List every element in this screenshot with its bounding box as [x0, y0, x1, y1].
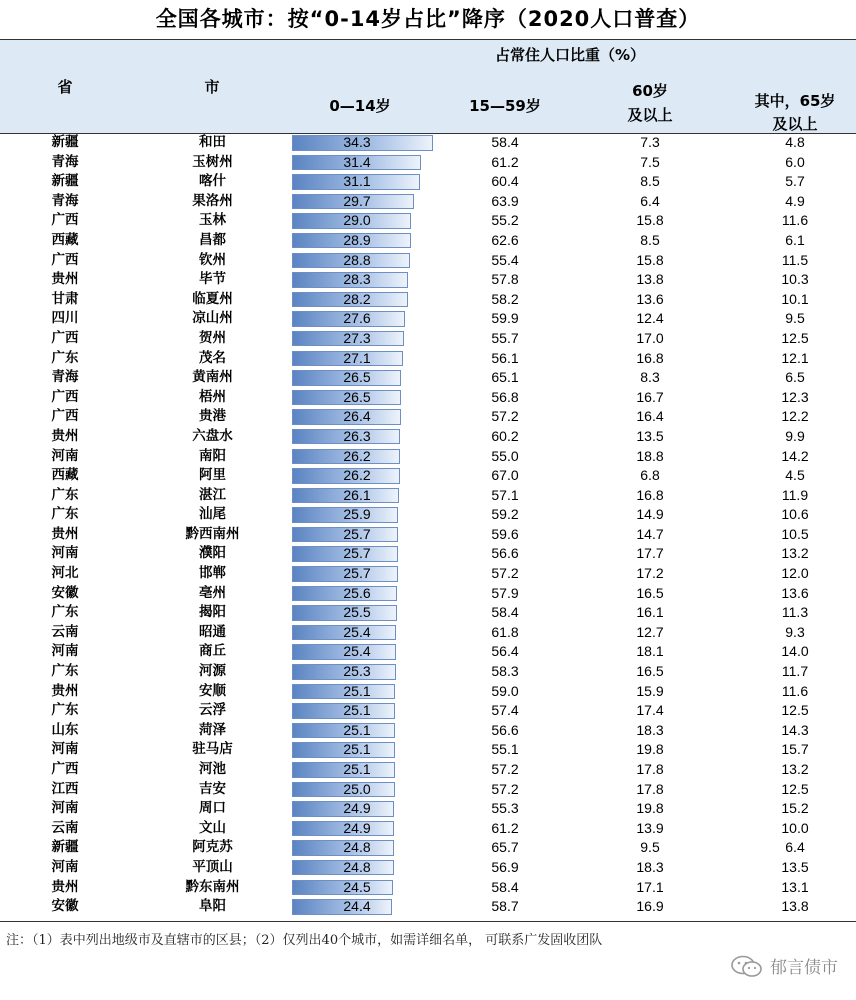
age-60-plus-value: 18.3 [636, 721, 664, 738]
age-0-14-value: 25.1 [343, 721, 371, 738]
province-cell: 贵州 [51, 878, 79, 895]
age-15-59-value: 62.6 [491, 231, 519, 248]
age-65-plus-value: 10.0 [781, 819, 809, 836]
age-65-plus-value: 13.2 [781, 545, 809, 562]
province-cell: 新疆 [51, 173, 79, 190]
table-row [0, 486, 856, 506]
age-60-plus-value: 15.8 [636, 251, 664, 268]
age-65-plus-value: 5.7 [785, 173, 805, 190]
table-row [0, 760, 856, 780]
age-65-plus-value: 14.2 [781, 447, 809, 464]
city-cell: 河池 [199, 761, 226, 777]
table-row [0, 153, 856, 173]
header-age-60-line1: 60岁 [632, 82, 668, 100]
city-cell: 梧州 [199, 388, 226, 405]
city-cell: 商丘 [199, 643, 226, 660]
age-60-plus-value: 9.5 [640, 839, 660, 856]
age-65-plus-value: 12.1 [781, 349, 809, 366]
province-cell: 广西 [51, 408, 79, 425]
age-0-14-value: 25.4 [343, 623, 371, 640]
province-cell: 贵州 [51, 525, 79, 542]
city-cell: 揭阳 [199, 604, 226, 621]
city-cell: 菏泽 [199, 721, 226, 738]
age-60-plus-value: 17.2 [636, 565, 664, 582]
age-60-plus-value: 6.4 [640, 192, 660, 209]
table-row [0, 682, 856, 702]
table-row [0, 505, 856, 525]
age-0-14-value: 27.6 [343, 310, 371, 327]
city-cell: 亳州 [199, 584, 226, 601]
age-65-plus-value: 4.8 [785, 134, 805, 150]
table-row [0, 721, 856, 741]
age-60-plus-value: 13.9 [636, 819, 664, 836]
province-cell: 安徽 [51, 584, 79, 601]
table-bottom-rule [0, 921, 856, 922]
age-0-14-value: 25.7 [343, 525, 371, 542]
age-65-plus-value: 12.3 [781, 388, 809, 405]
province-cell: 新疆 [51, 839, 79, 856]
age-60-plus-value: 8.5 [640, 231, 660, 248]
page-title: 全国各城市：按“0-14岁占比”降序（2020人口普查） [155, 7, 701, 31]
table-row [0, 368, 856, 388]
age-15-59-value: 56.8 [491, 388, 519, 405]
age-65-plus-value: 12.2 [781, 408, 809, 425]
age-15-59-value: 58.4 [491, 878, 519, 895]
table-row [0, 447, 856, 467]
city-cell: 吉安 [199, 780, 226, 797]
table-row [0, 427, 856, 447]
header-age-0-14: 0—14岁 [329, 97, 391, 115]
age-65-plus-value: 13.6 [781, 584, 809, 601]
age-65-plus-value: 10.6 [781, 506, 809, 523]
city-cell: 阜阳 [199, 898, 226, 915]
age-15-59-value: 59.9 [491, 310, 519, 327]
age-60-plus-value: 15.8 [636, 212, 664, 229]
age-15-59-value: 55.1 [491, 741, 519, 758]
age-0-14-value: 24.4 [343, 898, 371, 915]
watermark [730, 953, 838, 978]
age-15-59-value: 65.1 [491, 369, 519, 386]
age-65-plus-value: 13.2 [781, 761, 809, 777]
age-60-plus-value: 17.7 [636, 545, 664, 562]
province-cell: 广东 [51, 604, 79, 621]
age-15-59-value: 55.2 [491, 212, 519, 229]
age-0-14-value: 26.1 [343, 486, 371, 503]
age-0-14-value: 31.1 [343, 173, 371, 190]
age-65-plus-value: 4.9 [785, 192, 805, 209]
province-cell: 广东 [51, 702, 79, 719]
city-cell: 邯郸 [199, 565, 226, 582]
age-15-59-value: 58.7 [491, 898, 519, 915]
province-cell: 四川 [51, 310, 79, 327]
province-cell: 广西 [51, 251, 79, 268]
city-cell: 凉山州 [192, 310, 233, 327]
age-60-plus-value: 18.8 [636, 447, 664, 464]
age-65-plus-value: 11.9 [781, 486, 809, 503]
city-cell: 湛江 [199, 486, 226, 503]
city-cell: 临夏州 [192, 290, 233, 307]
province-cell: 广东 [51, 349, 79, 366]
city-cell: 六盘水 [192, 427, 233, 444]
age-0-14-value: 24.8 [343, 858, 371, 875]
city-cell: 周口 [199, 800, 226, 817]
table-row [0, 858, 856, 878]
age-60-plus-value: 14.7 [636, 525, 664, 542]
header-age-60-line2: 及以上 [627, 106, 673, 124]
table-row [0, 701, 856, 721]
age-15-59-value: 60.4 [491, 173, 519, 190]
city-cell: 黔东南州 [185, 878, 240, 895]
age-0-14-value: 25.6 [343, 584, 371, 601]
table-body [0, 133, 856, 917]
age-15-59-value: 61.2 [491, 153, 519, 170]
age-15-59-value: 63.9 [491, 192, 519, 209]
age-15-59-value: 57.9 [491, 584, 519, 601]
province-cell: 云南 [51, 623, 79, 640]
age-0-14-value: 27.3 [343, 329, 371, 346]
table-row [0, 407, 856, 427]
table-row [0, 211, 856, 231]
age-60-plus-value: 16.8 [636, 349, 664, 366]
city-cell: 阿里 [199, 467, 226, 484]
table-row [0, 564, 856, 584]
age-60-plus-value: 18.3 [636, 858, 664, 875]
age-60-plus-value: 19.8 [636, 741, 664, 758]
city-cell: 汕尾 [199, 506, 226, 523]
table-row [0, 231, 856, 251]
age-60-plus-value: 17.8 [636, 780, 664, 797]
age-60-plus-value: 13.5 [636, 427, 664, 444]
age-15-59-value: 55.3 [491, 800, 519, 817]
city-cell: 云浮 [199, 702, 226, 719]
province-cell: 江西 [51, 780, 79, 797]
age-0-14-value: 25.4 [343, 643, 371, 660]
age-65-plus-value: 10.1 [781, 290, 809, 307]
age-15-59-value: 57.2 [491, 761, 519, 777]
age-0-14-value: 28.3 [343, 271, 371, 288]
age-0-14-value: 24.8 [343, 839, 371, 856]
table-row [0, 309, 856, 329]
city-cell: 黄南州 [192, 369, 233, 386]
age-0-14-value: 25.1 [343, 702, 371, 719]
table-row [0, 349, 856, 369]
province-cell: 安徽 [51, 898, 79, 915]
city-cell: 昭通 [199, 623, 226, 640]
table-row [0, 290, 856, 310]
age-15-59-value: 61.8 [491, 623, 519, 640]
age-0-14-value: 26.4 [343, 408, 371, 425]
age-65-plus-value: 11.5 [781, 251, 809, 268]
age-60-plus-value: 18.1 [636, 643, 664, 660]
age-0-14-value: 25.7 [343, 565, 371, 582]
age-65-plus-value: 15.7 [781, 741, 809, 758]
age-65-plus-value: 11.3 [781, 604, 809, 621]
age-60-plus-value: 12.7 [636, 623, 664, 640]
city-cell: 南阳 [199, 447, 226, 464]
province-cell: 青海 [51, 192, 79, 209]
age-15-59-value: 57.2 [491, 565, 519, 582]
age-65-plus-value: 9.5 [785, 310, 805, 327]
city-cell: 昌都 [199, 231, 226, 248]
age-65-plus-value: 11.6 [781, 682, 809, 699]
age-60-plus-value: 16.5 [636, 663, 664, 680]
age-65-plus-value: 14.3 [781, 721, 809, 738]
city-cell: 玉树州 [192, 153, 233, 170]
table-row [0, 172, 856, 192]
province-cell: 广西 [51, 329, 79, 346]
city-cell: 钦州 [199, 251, 226, 268]
age-65-plus-value: 12.0 [781, 565, 809, 582]
age-65-plus-value: 12.5 [781, 702, 809, 719]
age-0-14-value: 25.9 [343, 506, 371, 523]
age-60-plus-value: 15.9 [636, 682, 664, 699]
city-cell: 和田 [199, 134, 226, 150]
age-15-59-value: 57.8 [491, 271, 519, 288]
province-cell: 云南 [51, 819, 79, 836]
age-0-14-value: 27.1 [343, 349, 371, 366]
table-row [0, 251, 856, 271]
age-60-plus-value: 16.9 [636, 898, 664, 915]
age-0-14-value: 28.9 [343, 231, 371, 248]
age-60-plus-value: 16.4 [636, 408, 664, 425]
age-0-14-value: 26.5 [343, 388, 371, 405]
age-0-14-value: 25.1 [343, 761, 371, 777]
age-0-14-value: 34.3 [343, 134, 371, 150]
watermark-text: 郁言债市 [770, 958, 838, 978]
age-15-59-value: 57.1 [491, 486, 519, 503]
province-cell: 新疆 [51, 134, 79, 150]
age-60-plus-value: 13.8 [636, 271, 664, 288]
age-60-plus-value: 16.7 [636, 388, 664, 405]
table-row [0, 897, 856, 917]
footnote: 注：（1）表中列出地级市及直辖市的区县；（2）仅列出40个城市，如需详细名单， 可联系广发固收团队 [6, 933, 603, 948]
age-0-14-value: 24.5 [343, 878, 371, 895]
age-0-14-value: 24.9 [343, 800, 371, 817]
age-60-plus-value: 12.4 [636, 310, 664, 327]
age-60-plus-value: 17.1 [636, 878, 664, 895]
age-0-14-value: 25.5 [343, 604, 371, 621]
age-0-14-value: 25.0 [343, 780, 371, 797]
age-15-59-value: 58.4 [491, 134, 519, 150]
province-cell: 西藏 [51, 467, 79, 484]
age-0-14-value: 25.1 [343, 741, 371, 758]
age-65-plus-value: 14.0 [781, 643, 809, 660]
age-0-14-value: 26.5 [343, 369, 371, 386]
province-cell: 贵州 [51, 427, 79, 444]
table-row [0, 133, 856, 153]
province-cell: 广西 [51, 388, 79, 405]
province-cell: 贵州 [51, 682, 79, 699]
city-cell: 贵港 [199, 408, 226, 425]
age-60-plus-value: 6.8 [640, 467, 660, 484]
header-age-65-line2: 及以上 [772, 115, 818, 133]
age-65-plus-value: 10.3 [781, 271, 809, 288]
age-60-plus-value: 17.4 [636, 702, 664, 719]
age-65-plus-value: 10.5 [781, 525, 809, 542]
table-row [0, 838, 856, 858]
age-65-plus-value: 9.9 [785, 427, 805, 444]
age-65-plus-value: 4.5 [785, 467, 805, 484]
age-65-plus-value: 11.6 [781, 212, 809, 229]
age-0-14-value: 25.7 [343, 545, 371, 562]
city-cell: 贺州 [199, 329, 226, 346]
age-0-14-value: 26.2 [343, 467, 371, 484]
age-0-14-value: 25.1 [343, 682, 371, 699]
province-cell: 广东 [51, 506, 79, 523]
city-cell: 茂名 [199, 349, 226, 366]
age-65-plus-value: 6.4 [785, 839, 805, 856]
table-row [0, 780, 856, 800]
age-65-plus-value: 13.8 [781, 898, 809, 915]
age-60-plus-value: 7.3 [640, 134, 660, 150]
age-65-plus-value: 12.5 [781, 780, 809, 797]
table-row [0, 642, 856, 662]
province-cell: 甘肃 [51, 290, 79, 307]
province-cell: 河南 [51, 545, 79, 562]
age-0-14-value: 24.9 [343, 819, 371, 836]
province-cell: 河南 [51, 447, 79, 464]
age-65-plus-value: 12.5 [781, 329, 809, 346]
province-cell: 河南 [51, 643, 79, 660]
table-row [0, 525, 856, 545]
header-city: 市 [204, 78, 220, 96]
header-group: 占常住人口比重（%） [494, 46, 646, 64]
age-60-plus-value: 13.6 [636, 290, 664, 307]
age-15-59-value: 56.6 [491, 545, 519, 562]
province-cell: 广西 [51, 212, 79, 229]
city-cell: 黔西南州 [185, 525, 240, 542]
age-60-plus-value: 8.3 [640, 369, 660, 386]
table-row [0, 799, 856, 819]
age-15-59-value: 58.3 [491, 663, 519, 680]
age-15-59-value: 59.2 [491, 506, 519, 523]
table-row [0, 466, 856, 486]
age-15-59-value: 59.0 [491, 682, 519, 699]
province-cell: 广东 [51, 486, 79, 503]
age-60-plus-value: 17.0 [636, 329, 664, 346]
table-row [0, 623, 856, 643]
age-15-59-value: 58.2 [491, 290, 519, 307]
city-cell: 平顶山 [192, 858, 233, 875]
age-15-59-value: 56.6 [491, 721, 519, 738]
province-cell: 河南 [51, 858, 79, 875]
city-cell: 河源 [199, 663, 226, 680]
header-province: 省 [57, 78, 73, 96]
age-65-plus-value: 15.2 [781, 800, 809, 817]
table-row [0, 662, 856, 682]
province-cell: 西藏 [51, 231, 79, 248]
age-65-plus-value: 11.7 [781, 663, 809, 680]
age-65-plus-value: 6.0 [785, 153, 805, 170]
age-0-14-value: 29.0 [343, 212, 371, 229]
age-60-plus-value: 17.8 [636, 761, 664, 777]
age-60-plus-value: 8.5 [640, 173, 660, 190]
age-60-plus-value: 16.1 [636, 604, 664, 621]
age-0-14-value: 25.3 [343, 663, 371, 680]
age-15-59-value: 58.4 [491, 604, 519, 621]
age-15-59-value: 57.2 [491, 780, 519, 797]
province-cell: 贵州 [51, 271, 79, 288]
table-row [0, 603, 856, 623]
age-60-plus-value: 19.8 [636, 800, 664, 817]
age-65-plus-value: 6.1 [785, 231, 805, 248]
header-age-65-line1: 其中，65岁 [754, 92, 836, 110]
table-row [0, 329, 856, 349]
city-cell: 喀什 [199, 173, 226, 190]
table-row [0, 388, 856, 408]
age-15-59-value: 56.1 [491, 349, 519, 366]
age-0-14-value: 31.4 [343, 153, 371, 170]
age-60-plus-value: 16.8 [636, 486, 664, 503]
table-row [0, 192, 856, 212]
table-row [0, 740, 856, 760]
province-cell: 青海 [51, 369, 79, 386]
city-cell: 果洛州 [192, 192, 233, 209]
age-60-plus-value: 14.9 [636, 506, 664, 523]
age-15-59-value: 65.7 [491, 839, 519, 856]
province-cell: 青海 [51, 153, 79, 170]
age-15-59-value: 55.0 [491, 447, 519, 464]
age-65-plus-value: 13.5 [781, 858, 809, 875]
age-15-59-value: 57.4 [491, 702, 519, 719]
table-header [0, 39, 856, 134]
age-15-59-value: 61.2 [491, 819, 519, 836]
city-cell: 阿克苏 [192, 839, 233, 856]
age-60-plus-value: 16.5 [636, 584, 664, 601]
city-cell: 濮阳 [199, 545, 226, 562]
age-15-59-value: 57.2 [491, 408, 519, 425]
age-15-59-value: 55.7 [491, 329, 519, 346]
province-cell: 河北 [51, 565, 79, 582]
age-0-14-value: 29.7 [343, 192, 371, 209]
age-0-14-value: 28.8 [343, 251, 371, 268]
age-15-59-value: 60.2 [491, 427, 519, 444]
city-cell: 玉林 [199, 212, 226, 229]
table-row [0, 819, 856, 839]
city-cell: 安顺 [199, 682, 226, 699]
province-cell: 河南 [51, 800, 79, 817]
age-15-59-value: 56.9 [491, 858, 519, 875]
table-row [0, 270, 856, 290]
age-0-14-value: 26.2 [343, 447, 371, 464]
age-0-14-value: 28.2 [343, 290, 371, 307]
age-65-plus-value: 6.5 [785, 369, 805, 386]
table-row [0, 878, 856, 898]
age-65-plus-value: 9.3 [785, 623, 805, 640]
age-15-59-value: 67.0 [491, 467, 519, 484]
age-15-59-value: 55.4 [491, 251, 519, 268]
header-age-15-59: 15—59岁 [469, 97, 541, 115]
age-15-59-value: 56.4 [491, 643, 519, 660]
province-cell: 广东 [51, 663, 79, 680]
table-row [0, 544, 856, 564]
city-cell: 文山 [199, 819, 226, 836]
age-60-plus-value: 7.5 [640, 153, 660, 170]
table-row [0, 584, 856, 604]
province-cell: 河南 [51, 741, 79, 758]
age-0-14-value: 26.3 [343, 427, 371, 444]
province-cell: 广西 [51, 761, 79, 777]
city-cell: 毕节 [199, 271, 226, 288]
age-15-59-value: 59.6 [491, 525, 519, 542]
province-cell: 山东 [51, 721, 79, 738]
city-cell: 驻马店 [192, 741, 233, 758]
wechat-icon [730, 955, 764, 977]
age-65-plus-value: 13.1 [781, 878, 809, 895]
